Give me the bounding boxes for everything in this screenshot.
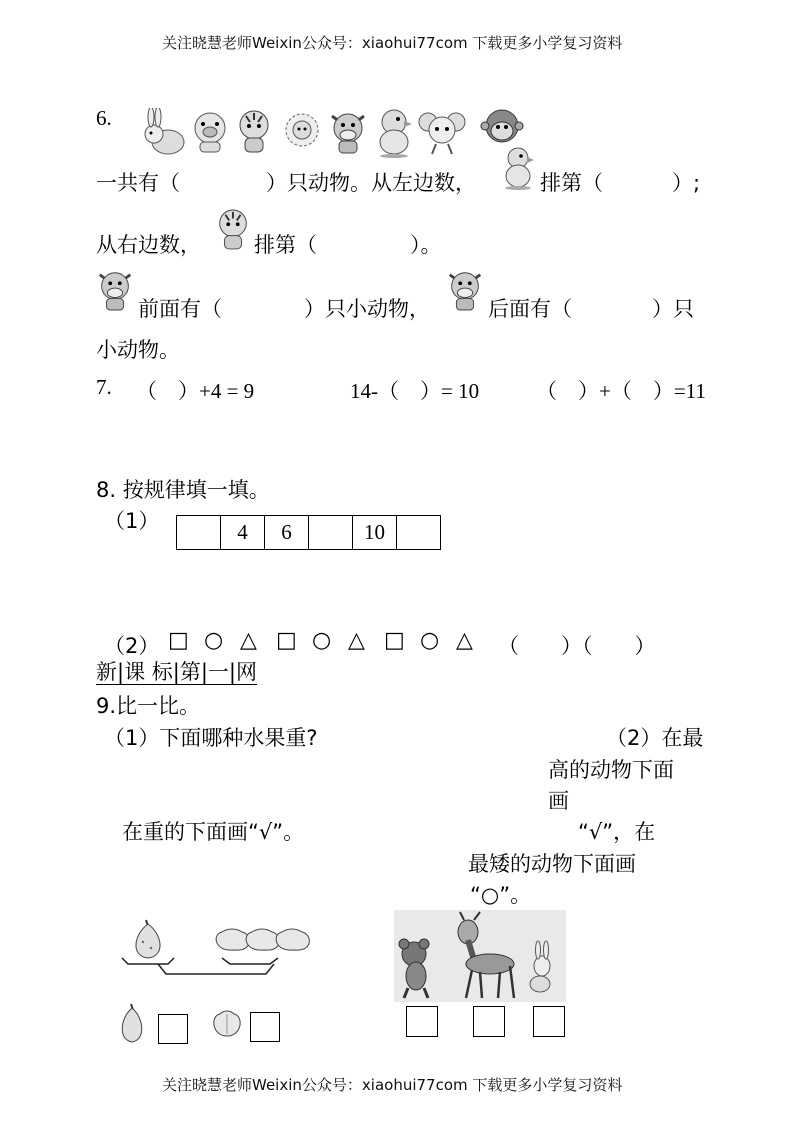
pear-icon <box>116 1002 148 1044</box>
tiger-icon-inline <box>214 206 252 252</box>
q8-blanks: （ ）（ ） <box>498 634 656 658</box>
q9-instruction-2: “√”，在 <box>578 820 656 844</box>
mouse-icon <box>418 110 466 156</box>
q9-instruction-4: “○”。 <box>470 883 532 907</box>
cow-icon-inline-1 <box>94 266 136 312</box>
shape-square: □ <box>384 628 405 653</box>
answer-box-deer[interactable] <box>473 1006 505 1037</box>
rabbit-icon <box>138 108 188 156</box>
q9-instruction-3: 最矮的动物下面画 <box>468 852 636 876</box>
shape-triangle: △ <box>240 628 257 653</box>
q9-part2-c: 画 <box>548 789 569 813</box>
q8-part1-label: （1） <box>104 509 160 533</box>
page-header: 关注晓慧老师Weixin公众号：xiaohui77com 下载更多小学复习资料 <box>162 34 623 52</box>
chick-icon-inline <box>500 144 538 190</box>
pig-icon <box>190 110 230 154</box>
sheep-icon <box>282 110 322 154</box>
answer-box-pear[interactable] <box>158 1014 188 1044</box>
sequence-cell[interactable] <box>309 516 353 550</box>
q8-part2-label: （2） <box>104 634 160 658</box>
answer-box-peach[interactable] <box>250 1012 280 1042</box>
shape-circle: ○ <box>204 628 224 653</box>
q7-equation-1: （ ）+4 = 9 <box>136 379 255 403</box>
q6-line1-c: 排第（ <box>540 171 603 195</box>
cow-icon <box>326 108 370 154</box>
q9-instruction-1: 在重的下面画“√”。 <box>122 820 305 844</box>
peach-icon <box>210 1008 244 1040</box>
sequence-table <box>176 515 441 550</box>
shape-triangle: △ <box>456 628 473 653</box>
sequence-cell: 6 <box>265 516 309 550</box>
sequence-cell[interactable] <box>177 516 221 550</box>
watermark-text: 新|课 标|第|一|网 <box>96 660 257 684</box>
answer-box-bear[interactable] <box>406 1006 438 1037</box>
shape-square: □ <box>168 628 189 653</box>
q6-line2-a: 从右边数， <box>96 233 201 257</box>
q6-line1-b: ）只动物。从左边数， <box>266 171 476 195</box>
chick-icon <box>374 106 416 158</box>
sequence-cell: 10 <box>353 516 397 550</box>
q9-part1: （1）下面哪种水果重? <box>104 726 318 750</box>
q7-equation-2: 14-（ ）= 10 <box>350 379 480 403</box>
q6-line3-d: ）只 <box>652 297 694 321</box>
q6-line2-b: 排第（ <box>254 233 317 257</box>
q7-number: 7. <box>96 375 112 399</box>
q6-line3-b: ）只小动物， <box>304 297 430 321</box>
q6-number: 6. <box>96 106 112 130</box>
q6-line3-a: 前面有（ <box>138 297 222 321</box>
answer-box-rabbit[interactable] <box>533 1006 565 1037</box>
shape-triangle: △ <box>348 628 365 653</box>
shape-circle: ○ <box>312 628 332 653</box>
q8-title: 8. 按规律填一填。 <box>96 478 270 502</box>
sequence-cell[interactable] <box>397 516 441 550</box>
q9-part2-b: 高的动物下面 <box>548 758 674 782</box>
shape-circle: ○ <box>420 628 440 653</box>
page-footer: 关注晓慧老师Weixin公众号：xiaohui77com 下载更多小学复习资料 <box>162 1076 623 1094</box>
tiger-icon <box>234 108 274 154</box>
shape-square: □ <box>276 628 297 653</box>
q9-part2-a: （2）在最 <box>606 726 704 750</box>
q6-line4: 小动物。 <box>96 338 180 362</box>
cow-icon-inline-2 <box>444 266 486 312</box>
q7-equation-3: （ ）+（ ）=11 <box>536 379 706 403</box>
q9-title: 9.比一比。 <box>96 694 201 718</box>
q6-line1-a: 一共有（ <box>96 171 180 195</box>
balance-scale-illustration <box>118 912 318 982</box>
q6-line1-d: ）; <box>672 171 701 195</box>
q6-line3-c: 后面有（ <box>488 297 572 321</box>
animals-picture <box>394 910 566 1002</box>
q6-line2-c: ）。 <box>410 233 442 257</box>
sequence-cell: 4 <box>221 516 265 550</box>
